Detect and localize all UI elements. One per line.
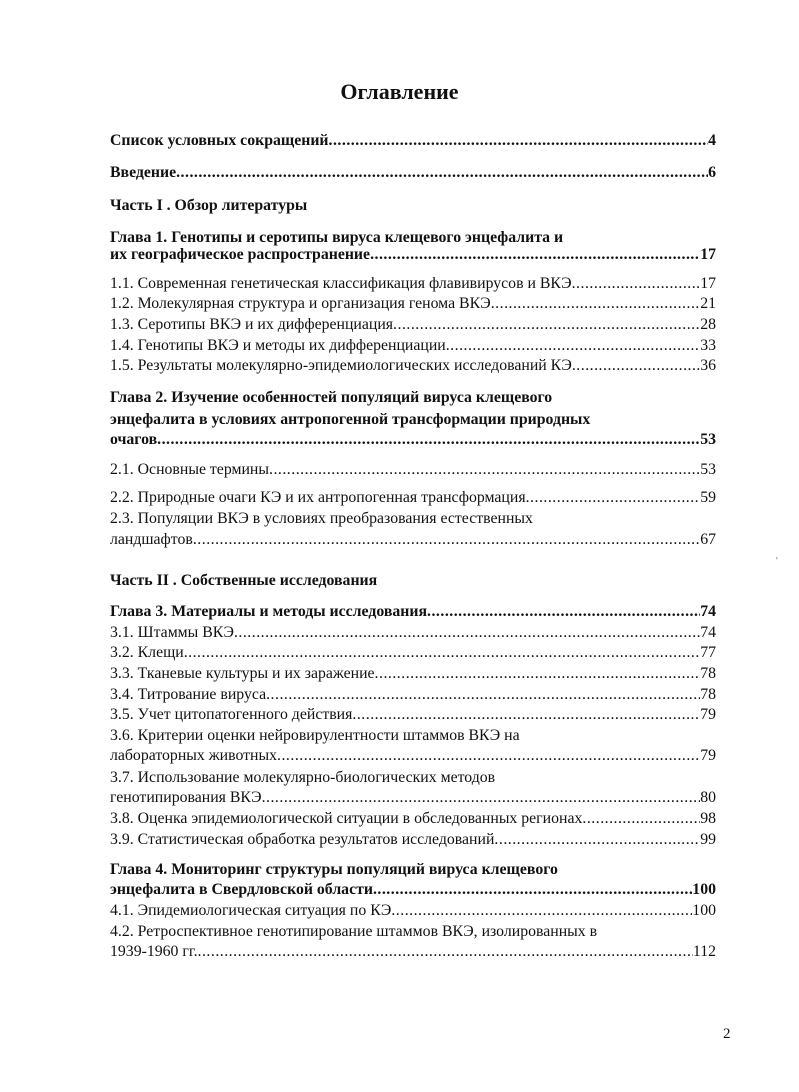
page-number: 2: [723, 1026, 731, 1042]
page-title: Оглавление: [340, 79, 459, 104]
toc-part-2-heading: Часть II . Собственные исследования: [110, 572, 378, 589]
toc-entry-3-2: 3.2. Клещи ..... 77: [110, 643, 716, 663]
toc-entry-3-7: генотипирования ВКЭ ..... 80: [110, 788, 716, 808]
toc-entry-4-2-line-1: 4.2. Ретроспективное генотипирование штаммов ВКЭ, изолированных в: [110, 923, 598, 940]
toc-entry-2-1: 2.1. Основные термины ..... 53: [110, 460, 716, 480]
margin-mark: ': [776, 556, 778, 567]
toc-entry-3-6-line-1: 3.6. Критерии оценки нейровирулентности штаммов ВКЭ на: [110, 727, 520, 744]
toc-chapter-2-heading-line-2: энцефалита в условиях антропогенной трансформации природных: [110, 411, 591, 428]
toc-chapter-1-heading: Глава 1. Генотипы и серотипы вируса клещевого энцефалита и: [110, 229, 564, 246]
toc-entry-4-2: 1939-1960 гг. ..... 112: [110, 942, 716, 962]
toc-entry-3-4: 3.4. Титрование вируса ..... 78: [110, 685, 716, 705]
toc-chapter-4-heading: Глава 4. Мониторинг структуры популяций вируса клещевого: [110, 861, 558, 878]
toc-entry-1-5: 1.5. Результаты молекулярно-эпидемиологических исследований КЭ ..... 36: [110, 356, 716, 376]
toc-entry-4-1: 4.1. Эпидемиологическая ситуация по КЭ ..... 100: [110, 901, 716, 921]
toc-entry-3-3: 3.3. Тканевые культуры и их заражение ..... 78: [110, 664, 716, 684]
toc-part-1-heading: Часть I . Обзор литературы: [110, 197, 308, 214]
toc-chapter-4-entry: энцефалита в Свердловской области ..... 100: [110, 880, 716, 900]
toc-entry-1-4: 1.4. Генотипы ВКЭ и методы их дифференциации ..... 33: [110, 336, 716, 356]
toc-entry-3-7-line-1: 3.7. Использование молекулярно-биологических методов: [110, 769, 496, 786]
toc-chapter-1-entry: их географическое распространение ..... 17: [110, 245, 716, 265]
toc-entry-3-5: 3.5. Учет цитопатогенного действия ..... 79: [110, 705, 716, 725]
toc-entry-2-3: ландшафтов ..... 67: [110, 530, 716, 550]
toc-entry-3-1: 3.1. Штаммы ВКЭ ..... 74: [110, 623, 716, 643]
toc-chapter-2-heading-line-1: Глава 2. Изучение особенностей популяций вируса клещевого: [110, 389, 553, 406]
toc-entry-abbreviations: Список условных сокращений ..... 4: [110, 131, 716, 151]
toc-entry-introduction: Введение ..... 6: [110, 163, 716, 183]
toc-entry-1-3: 1.3. Серотипы ВКЭ и их дифференциация ..... 28: [110, 315, 716, 335]
toc-entry-2-2: 2.2. Природные очаги КЭ и их антропогенная трансформация ..... 59: [110, 488, 716, 508]
toc-entry-1-1: 1.1. Современная генетическая классификация флавивирусов и ВКЭ ..... 17: [110, 274, 716, 294]
toc-entry-2-3-line-1: 2.3. Популяции ВКЭ в условиях преобразования естественных: [110, 510, 533, 527]
toc-entry-1-2: 1.2. Молекулярная структура и организация генома ВКЭ ..... 21: [110, 294, 716, 314]
toc-entry-3-9: 3.9. Статистическая обработка результатов исследований ..... 99: [110, 830, 716, 850]
toc-chapter-3-entry: Глава 3. Материалы и методы исследования ..... 74: [110, 602, 716, 622]
toc-entry-3-6: лабораторных животных ..... 79: [110, 746, 716, 766]
toc-entry-3-8: 3.8. Оценка эпидемиологической ситуации в обследованных регионах ..... 98: [110, 809, 716, 829]
toc-chapter-2-entry: очагов ..... 53: [110, 430, 716, 450]
